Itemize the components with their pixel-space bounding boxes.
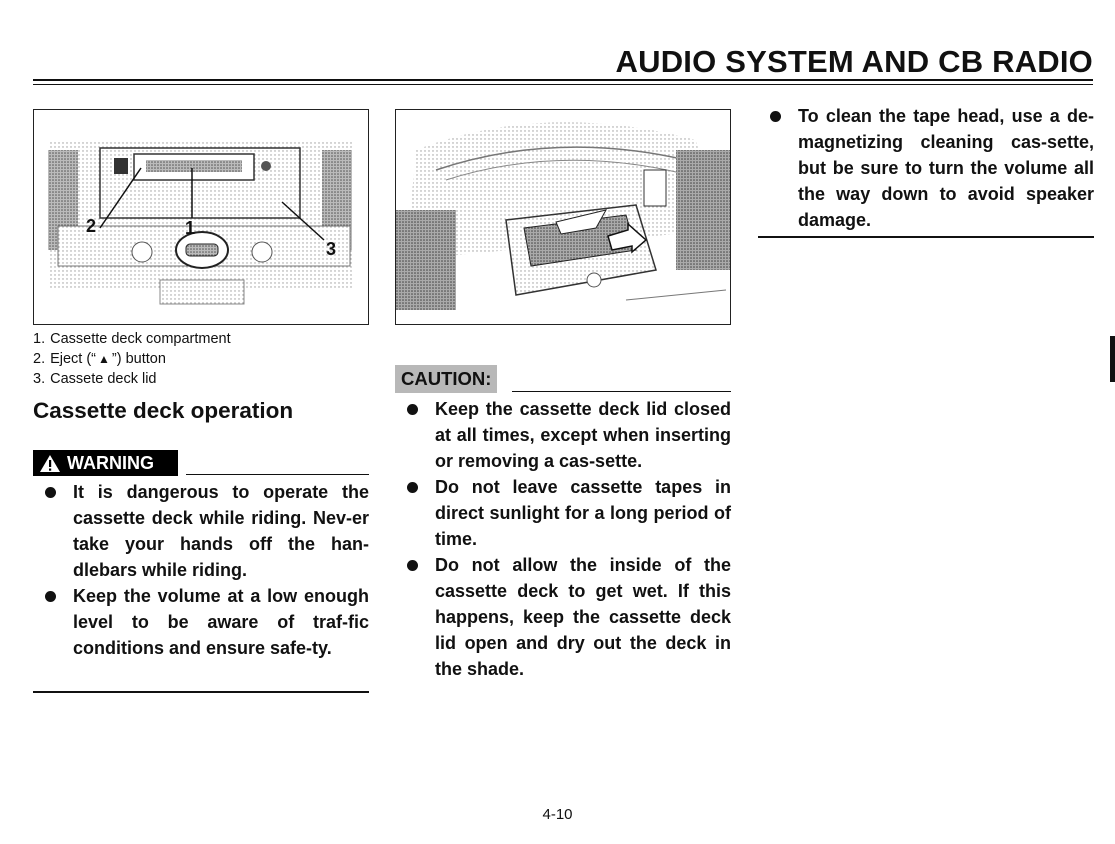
header-rule bbox=[33, 79, 1093, 85]
caution-badge: CAUTION: bbox=[395, 365, 497, 393]
warning-header bbox=[33, 450, 369, 476]
warning-list bbox=[33, 479, 369, 661]
callout-3: 3 bbox=[326, 239, 337, 259]
warning-bottom-rule bbox=[33, 691, 369, 693]
cassette-deck-illustration bbox=[34, 110, 368, 324]
eject-icon: ▲ bbox=[98, 352, 110, 366]
list-item: It is dangerous to operate the cassette deck while riding. Nev-er take your hands off the han-dlebars while riding. bbox=[33, 479, 369, 583]
caution-header bbox=[395, 365, 731, 393]
callout-2: 2 bbox=[86, 216, 97, 236]
caption-line bbox=[33, 329, 231, 349]
caption-number: 2. bbox=[33, 351, 46, 367]
tape-head-note bbox=[758, 103, 1094, 233]
cassette-insert-illustration bbox=[396, 110, 730, 324]
list-item: Do not leave cassette tapes in direct sunlight for a long period of time. bbox=[395, 474, 731, 552]
caption-line bbox=[33, 349, 231, 369]
callout-1: 1 bbox=[185, 218, 196, 238]
note-bottom-rule bbox=[758, 236, 1094, 238]
list-item: To clean the tape head, use a de-magnetizing cleaning cas-sette, but be sure to turn the volume all the way down to avoid speaker damage. bbox=[758, 103, 1094, 233]
figure-captions bbox=[33, 329, 231, 389]
caption-line bbox=[33, 369, 231, 389]
caption-number: 3. bbox=[33, 371, 46, 387]
caution-rule bbox=[512, 391, 731, 392]
caption-text: ”) button bbox=[111, 351, 166, 367]
caption-text: Cassete deck lid bbox=[50, 371, 157, 387]
figure-cassette-deck bbox=[33, 109, 369, 325]
caution-list bbox=[395, 396, 731, 682]
list-item: Keep the cassette deck lid closed at all times, except when inserting or removing a cas-sette. bbox=[395, 396, 731, 474]
figure-cassette-insert bbox=[395, 109, 731, 325]
thumb-index-tab bbox=[1110, 336, 1115, 382]
caption-text: Eject (“ bbox=[50, 351, 97, 367]
caption-number: 1. bbox=[33, 331, 46, 347]
list-item: Do not allow the inside of the cassette deck to get wet. If this happens, keep the cassette deck lid open and dry out the deck in the shade. bbox=[395, 552, 731, 682]
caption-text: Cassette deck compartment bbox=[50, 331, 231, 347]
warning-triangle-icon bbox=[39, 454, 61, 473]
list-item: Keep the volume at a low enough level to be aware of traf-fic conditions and ensure safe-ty. bbox=[33, 583, 369, 661]
page-number: 4-10 bbox=[542, 806, 573, 823]
warning-rule bbox=[186, 474, 369, 475]
warning-label: WARNING bbox=[67, 452, 154, 473]
warning-badge bbox=[33, 450, 178, 476]
section-title: Cassette deck operation bbox=[33, 398, 294, 423]
page-header-title: AUDIO SYSTEM AND CB RADIO bbox=[615, 44, 1093, 79]
